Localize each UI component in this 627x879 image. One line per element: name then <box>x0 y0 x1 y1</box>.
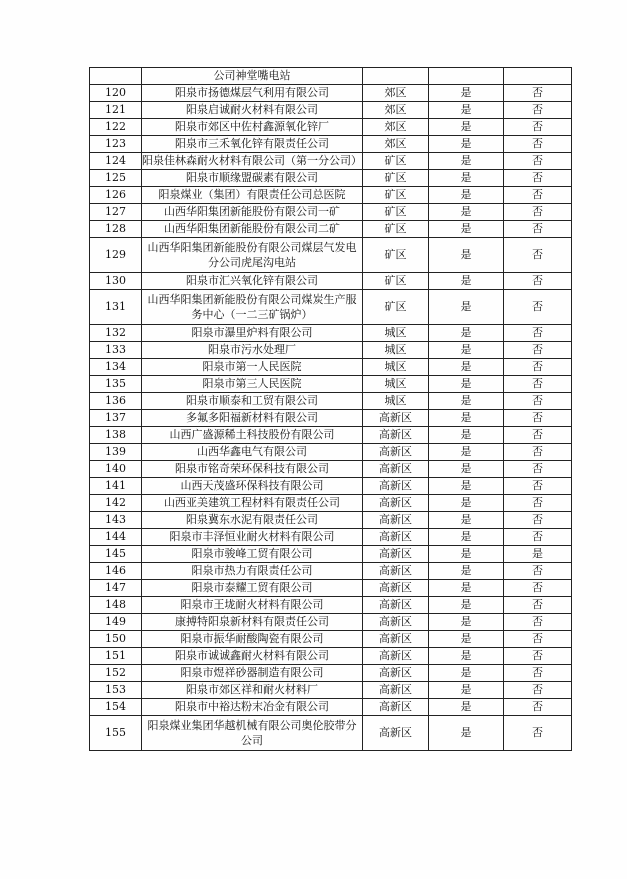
no-column-cell: 否 <box>504 187 572 204</box>
district-cell: 高新区 <box>363 665 429 682</box>
yes-column-cell: 是 <box>429 359 504 376</box>
district-cell: 矿区 <box>363 153 429 170</box>
company-name-cell: 阳泉市扬德煤层气利用有限公司 <box>142 85 363 102</box>
no-column-cell: 否 <box>504 238 572 273</box>
district-cell: 矿区 <box>363 273 429 290</box>
yes-column-cell: 是 <box>429 546 504 563</box>
company-name-cell: 阳泉市第一人民医院 <box>142 359 363 376</box>
row-number-cell: 126 <box>90 187 142 204</box>
row-number-cell: 127 <box>90 204 142 221</box>
yes-column-cell: 是 <box>429 665 504 682</box>
yes-column-cell: 是 <box>429 716 504 751</box>
yes-column-cell <box>429 68 504 85</box>
company-name-cell: 山西亚美建筑工程材料有限责任公司 <box>142 495 363 512</box>
no-column-cell: 否 <box>504 290 572 325</box>
district-cell: 高新区 <box>363 546 429 563</box>
table-row <box>90 68 572 85</box>
row-number-cell: 122 <box>90 119 142 136</box>
no-column-cell: 否 <box>504 461 572 478</box>
district-cell: 城区 <box>363 325 429 342</box>
company-name-cell: 阳泉启诚耐火材料有限公司 <box>142 102 363 119</box>
district-cell: 矿区 <box>363 204 429 221</box>
row-number-cell: 131 <box>90 290 142 325</box>
row-number-cell: 144 <box>90 529 142 546</box>
yes-column-cell: 是 <box>429 682 504 699</box>
row-number-cell: 151 <box>90 648 142 665</box>
district-cell: 矿区 <box>363 290 429 325</box>
district-cell: 高新区 <box>363 444 429 461</box>
company-name-cell: 阳泉市铭奇荣环保科技有限公司 <box>142 461 363 478</box>
company-name-cell: 多氟多阳福新材料有限公司 <box>142 410 363 427</box>
company-name-cell: 阳泉市丰泽恒业耐火材料有限公司 <box>142 529 363 546</box>
no-column-cell: 否 <box>504 204 572 221</box>
table-row <box>90 119 572 136</box>
no-column-cell: 否 <box>504 410 572 427</box>
table-row <box>90 427 572 444</box>
company-name-cell: 阳泉市污水处理厂 <box>142 342 363 359</box>
no-column-cell: 否 <box>504 342 572 359</box>
district-cell: 高新区 <box>363 529 429 546</box>
table-row <box>90 136 572 153</box>
row-number-cell: 154 <box>90 699 142 716</box>
company-name-cell: 阳泉市中裕达粉末冶金有限公司 <box>142 699 363 716</box>
district-cell: 高新区 <box>363 716 429 751</box>
table-row <box>90 359 572 376</box>
company-name-cell: 阳泉冀东水泥有限责任公司 <box>142 512 363 529</box>
company-name-cell: 公司神堂嘴电站 <box>142 68 363 85</box>
district-cell: 高新区 <box>363 648 429 665</box>
table-row <box>90 648 572 665</box>
company-name-cell: 阳泉市煜祥砂器制造有限公司 <box>142 665 363 682</box>
no-column-cell: 否 <box>504 648 572 665</box>
company-name-cell: 山西华阳集团新能股份有限公司煤炭生产服务中心（一二三矿锅炉） <box>142 290 363 325</box>
yes-column-cell: 是 <box>429 410 504 427</box>
table-row <box>90 153 572 170</box>
yes-column-cell: 是 <box>429 376 504 393</box>
no-column-cell: 否 <box>504 136 572 153</box>
yes-column-cell: 是 <box>429 631 504 648</box>
district-cell: 高新区 <box>363 478 429 495</box>
no-column-cell: 否 <box>504 563 572 580</box>
company-name-cell: 阳泉市瀑里炉料有限公司 <box>142 325 363 342</box>
no-column-cell: 否 <box>504 273 572 290</box>
no-column-cell: 否 <box>504 359 572 376</box>
table-row <box>90 393 572 410</box>
no-column-cell: 否 <box>504 221 572 238</box>
table-row <box>90 580 572 597</box>
table-row <box>90 529 572 546</box>
company-name-cell: 阳泉市振华耐酸陶瓷有限公司 <box>142 631 363 648</box>
district-cell: 高新区 <box>363 427 429 444</box>
district-cell: 城区 <box>363 376 429 393</box>
table-row <box>90 546 572 563</box>
row-number-cell: 148 <box>90 597 142 614</box>
row-number-cell: 142 <box>90 495 142 512</box>
row-number-cell: 121 <box>90 102 142 119</box>
district-cell: 高新区 <box>363 410 429 427</box>
district-cell: 高新区 <box>363 631 429 648</box>
no-column-cell: 否 <box>504 699 572 716</box>
table-row <box>90 631 572 648</box>
table-row <box>90 342 572 359</box>
district-cell: 郊区 <box>363 102 429 119</box>
yes-column-cell: 是 <box>429 427 504 444</box>
row-number-cell: 132 <box>90 325 142 342</box>
yes-column-cell: 是 <box>429 221 504 238</box>
yes-column-cell: 是 <box>429 648 504 665</box>
company-name-cell: 阳泉市热力有限责任公司 <box>142 563 363 580</box>
row-number-cell: 147 <box>90 580 142 597</box>
yes-column-cell: 是 <box>429 444 504 461</box>
district-cell: 高新区 <box>363 614 429 631</box>
no-column-cell: 否 <box>504 580 572 597</box>
row-number-cell: 137 <box>90 410 142 427</box>
no-column-cell: 否 <box>504 170 572 187</box>
company-name-cell: 阳泉市第三人民医院 <box>142 376 363 393</box>
no-column-cell: 否 <box>504 393 572 410</box>
no-column-cell: 否 <box>504 444 572 461</box>
no-column-cell: 否 <box>504 614 572 631</box>
table-row <box>90 273 572 290</box>
row-number-cell: 149 <box>90 614 142 631</box>
yes-column-cell: 是 <box>429 187 504 204</box>
table-row <box>90 325 572 342</box>
no-column-cell: 否 <box>504 119 572 136</box>
table-row <box>90 614 572 631</box>
row-number-cell: 133 <box>90 342 142 359</box>
company-name-cell: 阳泉市郊区祥和耐火材料厂 <box>142 682 363 699</box>
yes-column-cell: 是 <box>429 597 504 614</box>
enterprise-table <box>89 67 572 751</box>
district-cell: 高新区 <box>363 461 429 478</box>
table-row <box>90 682 572 699</box>
no-column-cell: 否 <box>504 478 572 495</box>
row-number-cell: 123 <box>90 136 142 153</box>
district-cell <box>363 68 429 85</box>
table-row <box>90 665 572 682</box>
table-row <box>90 444 572 461</box>
table-row <box>90 597 572 614</box>
yes-column-cell: 是 <box>429 495 504 512</box>
table-row <box>90 410 572 427</box>
row-number-cell: 153 <box>90 682 142 699</box>
yes-column-cell: 是 <box>429 102 504 119</box>
company-name-cell: 山西广盛源稀土科技股份有限公司 <box>142 427 363 444</box>
company-name-cell: 山西华阳集团新能股份有限公司一矿 <box>142 204 363 221</box>
no-column-cell: 否 <box>504 716 572 751</box>
yes-column-cell: 是 <box>429 478 504 495</box>
no-column-cell: 否 <box>504 153 572 170</box>
yes-column-cell: 是 <box>429 699 504 716</box>
district-cell: 矿区 <box>363 170 429 187</box>
company-name-cell: 山西华阳集团新能股份有限公司二矿 <box>142 221 363 238</box>
district-cell: 高新区 <box>363 699 429 716</box>
yes-column-cell: 是 <box>429 153 504 170</box>
yes-column-cell: 是 <box>429 85 504 102</box>
row-number-cell: 146 <box>90 563 142 580</box>
no-column-cell: 否 <box>504 631 572 648</box>
table-row <box>90 563 572 580</box>
table-row <box>90 376 572 393</box>
yes-column-cell: 是 <box>429 461 504 478</box>
yes-column-cell: 是 <box>429 512 504 529</box>
table-row <box>90 170 572 187</box>
district-cell: 高新区 <box>363 495 429 512</box>
row-number-cell: 135 <box>90 376 142 393</box>
yes-column-cell: 是 <box>429 563 504 580</box>
row-number-cell: 124 <box>90 153 142 170</box>
row-number-cell: 139 <box>90 444 142 461</box>
no-column-cell: 否 <box>504 376 572 393</box>
company-name-cell: 阳泉市顺缘盟碳素有限公司 <box>142 170 363 187</box>
no-column-cell: 是 <box>504 546 572 563</box>
company-name-cell: 阳泉市诚诚鑫耐火材料有限公司 <box>142 648 363 665</box>
row-number-cell: 130 <box>90 273 142 290</box>
table-row <box>90 290 572 325</box>
no-column-cell <box>504 68 572 85</box>
table-body <box>90 68 572 751</box>
row-number-cell: 152 <box>90 665 142 682</box>
no-column-cell: 否 <box>504 495 572 512</box>
table-row <box>90 716 572 751</box>
district-cell: 高新区 <box>363 597 429 614</box>
district-cell: 城区 <box>363 359 429 376</box>
row-number-cell: 129 <box>90 238 142 273</box>
row-number-cell: 150 <box>90 631 142 648</box>
yes-column-cell: 是 <box>429 170 504 187</box>
district-cell: 高新区 <box>363 682 429 699</box>
row-number-cell: 141 <box>90 478 142 495</box>
district-cell: 高新区 <box>363 580 429 597</box>
district-cell: 矿区 <box>363 221 429 238</box>
district-cell: 矿区 <box>363 238 429 273</box>
company-name-cell: 阳泉市王垅耐火材料有限公司 <box>142 597 363 614</box>
table-row <box>90 102 572 119</box>
yes-column-cell: 是 <box>429 136 504 153</box>
table-row <box>90 85 572 102</box>
company-name-cell: 阳泉煤业集团华越机械有限公司奥伦胶带分公司 <box>142 716 363 751</box>
no-column-cell: 否 <box>504 427 572 444</box>
district-cell: 城区 <box>363 342 429 359</box>
row-number-cell: 125 <box>90 170 142 187</box>
company-name-cell: 阳泉市骏峰工贸有限公司 <box>142 546 363 563</box>
yes-column-cell: 是 <box>429 614 504 631</box>
row-number-cell: 143 <box>90 512 142 529</box>
yes-column-cell: 是 <box>429 119 504 136</box>
no-column-cell: 否 <box>504 665 572 682</box>
company-name-cell: 山西华阳集团新能股份有限公司煤层气发电分公司虎尾沟电站 <box>142 238 363 273</box>
company-name-cell: 山西天茂盛环保科技有限公司 <box>142 478 363 495</box>
table-row <box>90 699 572 716</box>
company-name-cell: 阳泉市三禾氧化锌有限责任公司 <box>142 136 363 153</box>
company-name-cell: 阳泉市泰耀工贸有限公司 <box>142 580 363 597</box>
no-column-cell: 否 <box>504 529 572 546</box>
district-cell: 郊区 <box>363 136 429 153</box>
yes-column-cell: 是 <box>429 238 504 273</box>
yes-column-cell: 是 <box>429 273 504 290</box>
yes-column-cell: 是 <box>429 342 504 359</box>
no-column-cell: 否 <box>504 102 572 119</box>
company-name-cell: 山西华鑫电气有限公司 <box>142 444 363 461</box>
company-name-cell: 阳泉市顺泰和工贸有限公司 <box>142 393 363 410</box>
no-column-cell: 否 <box>504 682 572 699</box>
table-row <box>90 461 572 478</box>
row-number-cell: 120 <box>90 85 142 102</box>
no-column-cell: 否 <box>504 325 572 342</box>
row-number-cell: 134 <box>90 359 142 376</box>
yes-column-cell: 是 <box>429 393 504 410</box>
no-column-cell: 否 <box>504 512 572 529</box>
yes-column-cell: 是 <box>429 580 504 597</box>
no-column-cell: 否 <box>504 597 572 614</box>
company-name-cell: 阳泉佳林森耐火材料有限公司（第一分公司） <box>142 153 363 170</box>
row-number-cell: 138 <box>90 427 142 444</box>
yes-column-cell: 是 <box>429 204 504 221</box>
row-number-cell <box>90 68 142 85</box>
no-column-cell: 否 <box>504 85 572 102</box>
yes-column-cell: 是 <box>429 529 504 546</box>
row-number-cell: 128 <box>90 221 142 238</box>
yes-column-cell: 是 <box>429 325 504 342</box>
table-row <box>90 495 572 512</box>
district-cell: 高新区 <box>363 512 429 529</box>
district-cell: 矿区 <box>363 187 429 204</box>
yes-column-cell: 是 <box>429 290 504 325</box>
district-cell: 郊区 <box>363 85 429 102</box>
row-number-cell: 145 <box>90 546 142 563</box>
company-name-cell: 康搏特阳泉新材料有限责任公司 <box>142 614 363 631</box>
table-row <box>90 238 572 273</box>
table-row <box>90 478 572 495</box>
company-name-cell: 阳泉市郊区中佐村鑫源氧化锌厂 <box>142 119 363 136</box>
company-name-cell: 阳泉煤业（集团）有限责任公司总医院 <box>142 187 363 204</box>
table-row <box>90 512 572 529</box>
district-cell: 郊区 <box>363 119 429 136</box>
row-number-cell: 136 <box>90 393 142 410</box>
row-number-cell: 155 <box>90 716 142 751</box>
table-row <box>90 204 572 221</box>
table-row <box>90 221 572 238</box>
row-number-cell: 140 <box>90 461 142 478</box>
company-name-cell: 阳泉市汇兴氧化锌有限公司 <box>142 273 363 290</box>
district-cell: 城区 <box>363 393 429 410</box>
table-row <box>90 187 572 204</box>
district-cell: 高新区 <box>363 563 429 580</box>
